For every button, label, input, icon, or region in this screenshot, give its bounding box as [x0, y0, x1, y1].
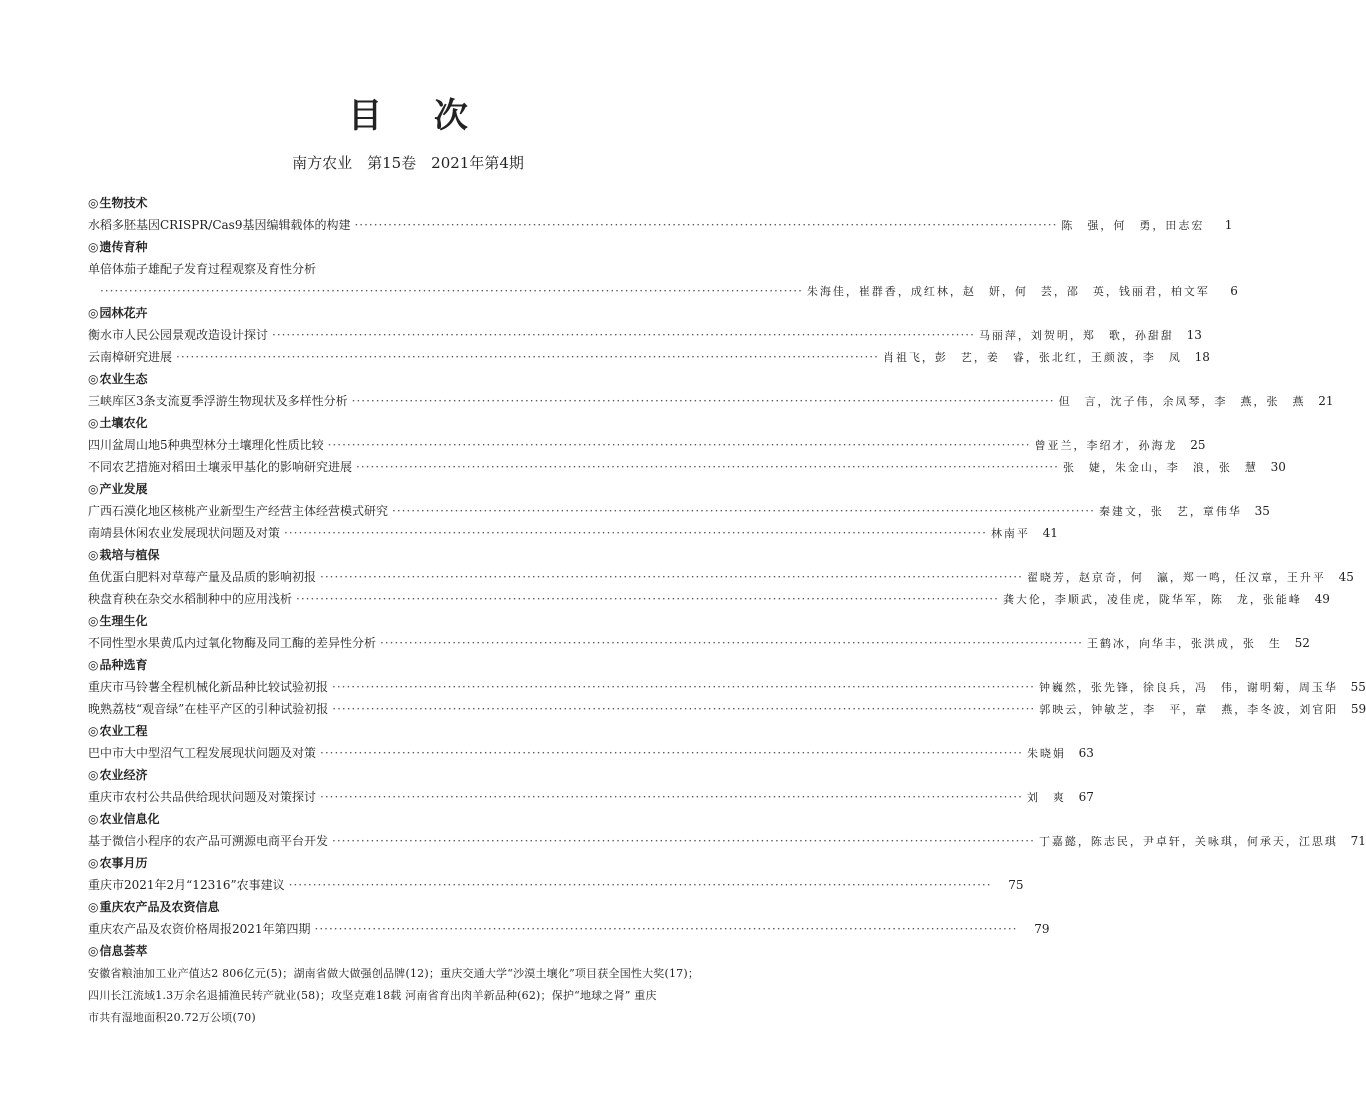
section-heading-label: 品种选育	[99, 658, 148, 672]
toc-entry[interactable]	[88, 677, 1366, 697]
entry-page: 49	[1314, 592, 1330, 606]
toc-entry[interactable]	[88, 831, 1366, 851]
toc-entry[interactable]	[88, 215, 1233, 235]
entry-title: 单倍体茄子雄配子发育过程观察及育性分析	[88, 262, 317, 276]
section-heading	[88, 193, 728, 213]
section-heading-label: 信息荟萃	[99, 944, 148, 958]
section-heading-label: 农业经济	[99, 768, 148, 782]
page-title: 目 次	[348, 96, 468, 136]
entry-page: 41	[1042, 526, 1058, 540]
section-mark: ◎	[88, 724, 99, 738]
journal-issue-subtitle: 南方农业 第15卷 2021年第4期	[292, 154, 524, 172]
section-mark: ◎	[88, 658, 99, 672]
section-mark: ◎	[88, 856, 99, 870]
section-heading	[88, 765, 728, 785]
news-digest	[88, 963, 728, 1029]
section-heading	[88, 611, 728, 631]
entry-page: 6	[1230, 284, 1238, 298]
toc-entry[interactable]	[88, 501, 1270, 521]
entry-authors: 秦建文，张 艺，章伟华	[1098, 505, 1242, 518]
section-mark: ◎	[88, 416, 99, 430]
leader-dots: ··················································································································································	[314, 922, 1018, 936]
toc-entry[interactable]	[88, 699, 1366, 719]
entry-authors: 钟巍然，张先锋，徐良兵，冯 伟，谢明菊，周玉华	[1038, 681, 1338, 694]
entry-page: 71	[1350, 834, 1366, 848]
toc-entry[interactable]	[88, 435, 1206, 455]
entry-page: 45	[1338, 570, 1354, 584]
entry-authors: 龚大伦，李顺武，凌佳虎，陇华军，陈 龙，张能峰	[1002, 593, 1302, 606]
section-mark: ◎	[88, 768, 99, 782]
leader-dots: ··················································································································································	[327, 438, 1031, 452]
leader-dots: ··················································································································································	[100, 284, 803, 298]
section-mark: ◎	[88, 240, 99, 254]
leader-dots: ··················································································································································	[288, 878, 992, 892]
section-mark: ◎	[88, 548, 99, 562]
entry-page: 1	[1224, 218, 1233, 232]
section-mark: ◎	[88, 614, 99, 628]
entry-authors: 翟晓芳，赵京奇，何 瀛，郑一鸣，任汉章，王升平	[1026, 571, 1326, 584]
leader-dots: ··················································································································································	[320, 790, 1023, 804]
entry-page: 35	[1254, 504, 1270, 518]
section-heading	[88, 853, 728, 873]
leader-dots: ··················································································································································	[176, 350, 879, 364]
entry-page: 59	[1350, 702, 1366, 716]
leader-dots: ··················································································································································	[380, 636, 1083, 650]
section-heading-label: 土壤农化	[99, 416, 148, 430]
entry-title: 南靖县休闲农业发展现状问题及对策	[88, 526, 281, 540]
entry-authors: 郭映云，钟敏芝，李 平，章 燕，李冬波，刘官阳	[1039, 703, 1339, 716]
entry-title: 重庆市2021年2月“12316”农事建议	[88, 878, 285, 892]
entry-authors: 曾亚兰，李绍才，孙海龙	[1034, 439, 1178, 452]
entry-title: 衡水市人民公园景观改造设计探讨	[88, 328, 269, 342]
section-heading	[88, 237, 728, 257]
entry-title: 重庆市农村公共品供给现状问题及对策探讨	[88, 790, 317, 804]
entry-title: 不同农艺措施对稻田土壤汞甲基化的影响研究进展	[88, 460, 353, 474]
section-heading-label: 生物技术	[99, 196, 148, 210]
section-heading-label: 重庆农产品及农资信息	[99, 900, 220, 914]
leader-dots: ··················································································································································	[320, 746, 1023, 760]
entry-page: 79	[1034, 922, 1050, 936]
news-line: 市共有湿地面积20.72万公顷(70)	[88, 1011, 256, 1024]
section-heading-label: 遗传育种	[99, 240, 148, 254]
entry-page: 67	[1078, 790, 1094, 804]
section-heading-label: 农业生态	[99, 372, 148, 386]
toc-entry[interactable]	[88, 523, 1058, 543]
entry-page: 18	[1194, 350, 1210, 364]
leader-dots: ··················································································································································	[356, 460, 1059, 474]
section-mark: ◎	[88, 944, 99, 958]
section-heading	[88, 897, 728, 917]
entry-authors: 朱海佳，崔群香，成红林，赵 妍，何 芸，邵 英，钱丽君，柏文军	[806, 285, 1210, 298]
section-heading	[88, 479, 728, 499]
toc-entry[interactable]	[88, 325, 1202, 345]
toc-entry[interactable]	[88, 457, 1286, 477]
section-heading	[88, 369, 728, 389]
news-line: 四川长江流域1.3万余名退捕渔民转产就业(58)；攻坚克难18载 河南省育出肉羊新品种(62)；保护“地球之肾” 重庆	[88, 989, 657, 1002]
section-heading	[88, 941, 728, 961]
section-heading	[88, 655, 728, 675]
entry-title: 水稻多胚基因CRISPR/Cas9基因编辑载体的构建	[88, 218, 351, 232]
table-of-contents	[88, 193, 1366, 1029]
toc-entry[interactable]	[88, 743, 1094, 763]
entry-page: 25	[1190, 438, 1206, 452]
section-mark: ◎	[88, 482, 99, 496]
section-heading-label: 园林花卉	[99, 306, 148, 320]
leader-dots: ··················································································································································	[296, 592, 999, 606]
entry-title: 不同性型水果黄瓜内过氧化物酶及同工酶的差异性分析	[88, 636, 377, 650]
leader-dots: ··················································································································································	[320, 570, 1023, 584]
entry-page: 21	[1318, 394, 1334, 408]
toc-entry[interactable]	[88, 391, 1334, 411]
entry-authors: 刘 爽	[1026, 791, 1066, 804]
section-heading	[88, 545, 728, 565]
entry-title: 三峡库区3条支流夏季浮游生物现状及多样性分析	[88, 394, 348, 408]
toc-entry[interactable]	[88, 633, 1310, 653]
toc-entry[interactable]	[88, 589, 1330, 609]
entry-authors: 陈 强，何 勇，田志宏	[1061, 219, 1205, 232]
section-mark: ◎	[88, 306, 99, 320]
entry-authors: 但 言，沈子伟，余凤琴，李 燕，张 燕	[1058, 395, 1306, 408]
section-heading-label: 产业发展	[99, 482, 148, 496]
entry-authors: 马丽萍，刘贺明，郑 歌，孙甜甜	[978, 329, 1174, 342]
section-heading-label: 农业信息化	[99, 812, 160, 826]
section-heading-label: 农事月历	[99, 856, 148, 870]
entry-page: 63	[1078, 746, 1094, 760]
leader-dots: ··················································································································································	[332, 702, 1036, 716]
entry-page: 75	[1008, 878, 1024, 892]
section-mark: ◎	[88, 372, 99, 386]
section-mark: ◎	[88, 900, 99, 914]
section-heading	[88, 809, 728, 829]
section-heading-label: 生理生化	[99, 614, 148, 628]
leader-dots: ··················································································································································	[392, 504, 1095, 518]
entry-authors: 丁嘉懿，陈志民，尹卓轩，关咏琪，何承天，江思琪	[1038, 835, 1338, 848]
entry-title: 秧盘育秧在杂交水稻制种中的应用浅析	[88, 592, 293, 606]
entry-authors: 肖祖飞，彭 艺，姜 睿，张北红，王颜波，李 凤	[882, 351, 1182, 364]
entry-page: 13	[1186, 328, 1202, 342]
entry-title: 鱼优蛋白肥料对草莓产量及品质的影响初报	[88, 570, 317, 584]
section-heading	[88, 721, 728, 741]
section-heading-label: 农业工程	[99, 724, 148, 738]
news-line: 安徽省粮油加工业产值达2 806亿元(5)；湖南省做大做强创品牌(12)；重庆交通大学“沙漠土壤化”项目获全国性大奖(17)；	[88, 967, 700, 980]
section-heading	[88, 413, 728, 433]
section-mark: ◎	[88, 196, 99, 210]
toc-entry[interactable]	[88, 919, 1050, 939]
entry-title: 广西石漠化地区核桃产业新型生产经营主体经营模式研究	[88, 504, 389, 518]
leader-dots: ··················································································································································	[351, 394, 1055, 408]
entry-page: 30	[1270, 460, 1286, 474]
section-heading	[88, 303, 728, 323]
entry-title: 基于微信小程序的农产品可溯源电商平台开发	[88, 834, 329, 848]
entry-title: 重庆市马铃薯全程机械化新品种比较试验初报	[88, 680, 329, 694]
entry-title: 重庆农产品及农资价格周报2021年第四期	[88, 922, 311, 936]
toc-entry[interactable]	[88, 787, 1094, 807]
entry-authors: 林南平	[990, 527, 1030, 540]
entry-authors: 朱晓娟	[1026, 747, 1066, 760]
entry-authors: 王鹤冰，向华丰，张洪成，张 生	[1086, 637, 1282, 650]
section-heading-label: 栽培与植保	[99, 548, 160, 562]
toc-entry[interactable]	[88, 567, 1354, 587]
entry-page: 55	[1350, 680, 1366, 694]
section-mark: ◎	[88, 812, 99, 826]
leader-dots: ··················································································································································	[332, 680, 1035, 694]
leader-dots: ··················································································································································	[272, 328, 975, 342]
entry-authors: 张 婕，朱金山，李 浪，张 慧	[1062, 461, 1258, 474]
toc-entry[interactable]	[88, 259, 1238, 301]
toc-entry[interactable]	[88, 347, 1210, 367]
leader-dots: ··················································································································································	[284, 526, 987, 540]
leader-dots: ··················································································································································	[354, 218, 1058, 232]
toc-entry[interactable]	[88, 875, 1024, 895]
entry-page: 52	[1294, 636, 1310, 650]
leader-dots: ··················································································································································	[332, 834, 1035, 848]
entry-title: 晚熟荔枝“观音绿”在桂平产区的引种试验初报	[88, 702, 329, 716]
entry-title: 云南樟研究进展	[88, 350, 173, 364]
entry-title: 四川盆周山地5种典型林分土壤理化性质比较	[88, 438, 324, 452]
entry-title: 巴中市大中型沼气工程发展现状问题及对策	[88, 746, 317, 760]
